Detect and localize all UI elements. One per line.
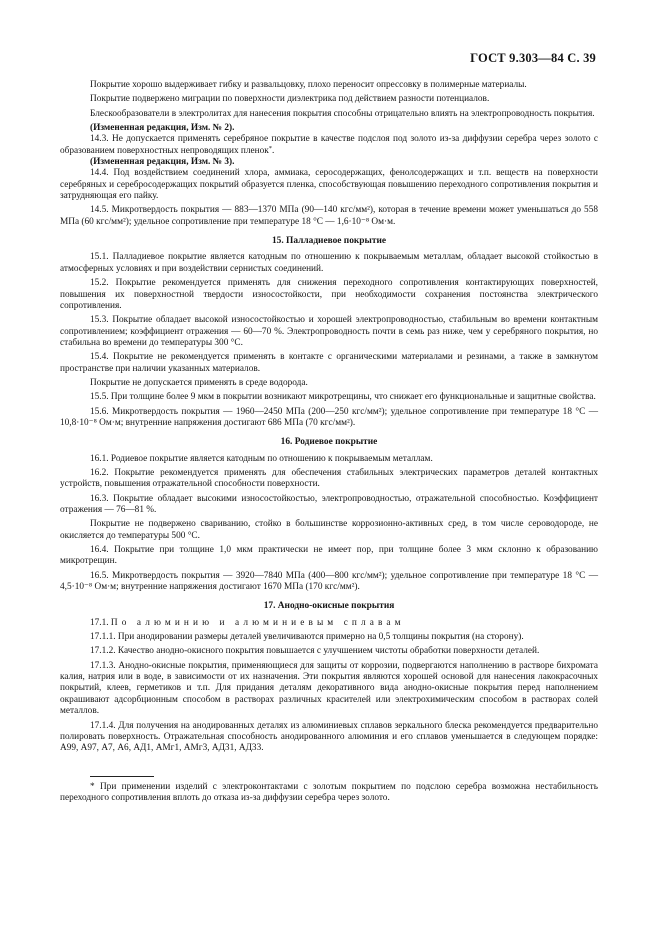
- footnote-divider: [90, 776, 154, 777]
- paragraph: 16.1. Родиевое покрытие является катодным по отношению к покрываемым металлам.: [90, 453, 433, 464]
- paragraph: 17.1.4. Для получения на анодированных деталях из алюминиевых сплавов зеркального блеска рекомендуется предварительно полировать поверхность. Отражательная способность анодированного алюминия и его сплавов уменьшается в следующем порядке: А99, А97, А7, А6, АД1, АМг1, АМг3, АД31, АД33.: [60, 720, 598, 754]
- paragraph: 15.2. Покрытие рекомендуется применять для снижения переходного сопротивления контактирующих поверхностей, повышения их поверхностной твердости износостойкости, при необходимости сохранения постоянства электрического сопротивления.: [60, 278, 598, 311]
- paragraph: Блескообразователи в электролитах для нанесения покрытия способны отрицательно влиять на электропроводность покрытия.: [90, 108, 595, 119]
- footnote-mark: *: [268, 144, 273, 152]
- section-heading: 17. Анодно-окисные покрытия: [263, 601, 395, 612]
- page-header: ГОСТ 9.303—84 С. 39: [470, 51, 596, 65]
- paragraph-text: 14.3. Не допускается применять серебряное покрытие в качестве подслоя под золото из-за диффузии серебра через золото с образованием поверхностных непроводящих пленок: [60, 134, 598, 156]
- page-content: [60, 80, 598, 804]
- paragraph: 16.4. Покрытие при толщине 1,0 мкм практически не имеет пор, при толщине более 3 мкм склонно к образованию микротрещин.: [60, 545, 598, 567]
- paragraph: 14.3. Не допускается применять серебряное покрытие в качестве подслоя под золото из-за диффузии серебра через золото с образованием поверхностных непроводящих пленок*.: [60, 134, 598, 156]
- section-heading: 16. Родиевое покрытие: [280, 437, 378, 448]
- subsection-heading: [60, 618, 598, 629]
- paragraph: 15.3. Покрытие обладает высокой износостойкостью и хорошей электропроводностью, стабильным во времени контактным сопротивлением; коэффициент отражения — 60—70 %. Электропроводность почти в семь раз ниже, чем у серебряного покрытия, но стабильна во времени до температуры 300 °С.: [60, 315, 598, 348]
- subsection-number: 17.1.: [90, 617, 109, 628]
- revision-note: (Измененная редакция, Изм. № 3).: [90, 157, 235, 168]
- paragraph: 17.1.3. Анодно-окисные покрытия, применяющиеся для защиты от коррозии, подвергаются наполнению в растворе бихромата калия, натрия или в воде, в зависимости от их назначения. Эти покрытия являются хорошей основой для нанесения лакокрасочных покрытий, клеев, герметиков и т.п. Для придания деталям декоративного вида анодно-окисные покрытия перед наполнением окрашивают адсорбционным способом в растворах различных красителей или электрохимическим способом в растворах солей металлов.: [60, 660, 598, 717]
- subsection-title: По алюминию и алюминиевым сплавам: [110, 617, 405, 628]
- paragraph: Покрытие не подвержено свариванию, стойко в большинстве коррозионно-активных сред, в том числе сероводороде, не окисляется до температуры 500 °С.: [60, 519, 598, 541]
- paragraph: 16.3. Покрытие обладает высокими износостойкостью, электропроводностью, отражательной способностью. Коэффициент отражения — 76—81 %.: [60, 493, 598, 515]
- paragraph: 15.4. Покрытие не рекомендуется применять в контакте с органическими материалами и резинами, а также в замкнутом пространстве при наличии указанных материалов.: [60, 352, 598, 374]
- paragraph: Покрытие подвержено миграции по поверхности диэлектрика под действием разности потенциалов.: [90, 94, 490, 105]
- paragraph: 15.6. Микротвердость покрытия — 1960—2450 МПа (200—250 кгс/мм²); удельное сопротивление при температуре 18 °С — 10,8·10⁻⁸ Ом·м; внутренние напряжения достигают 686 МПа (70 кгс/мм²).: [60, 406, 598, 428]
- paragraph: 16.2. Покрытие рекомендуется применять для обеспечения стабильных электрических параметров деталей контактных устройств, повышения отражательной способности поверхности.: [60, 467, 598, 490]
- paragraph: Покрытие хорошо выдерживает гибку и развальцовку, плохо переносит опрессовку в полимерные материалы.: [90, 80, 527, 90]
- paragraph: 15.1. Палладиевое покрытие является катодным по отношению к покрываемым металлам, обладает высокой стойкостью в атмосферных условиях и при воздействии сернистых соединений.: [60, 252, 598, 274]
- paragraph: 15.5. При толщине более 9 мкм в покрытии возникают микротрещины, что снижает его функциональные и защитные свойства.: [90, 392, 596, 403]
- paragraph: 14.5. Микротвердость покрытия — 883—1370 МПа (90—140 кгс/мм²), которая в течение времени может уменьшаться до 558 МПа (60 кгс/мм²); удельное сопротивление при температуре 18 °С — 1,6·10⁻⁸ Ом·м.: [60, 205, 598, 227]
- paragraph: 17.1.1. При анодировании размеры деталей увеличиваются примерно на 0,5 толщины покрытия (на сторону).: [90, 632, 524, 643]
- section-heading: 15. Палладиевое покрытие: [271, 236, 387, 247]
- paragraph: 16.5. Микротвердость покрытия — 3920—7840 МПа (400—800 кгс/мм²); удельное сопротивление при температуре 18 °С — 4,5·10⁻⁸ Ом·м; внутренние напряжения достигают 1670 МПа (170 кгс/мм²).: [60, 570, 598, 593]
- paragraph: Покрытие не допускается применять в среде водорода.: [90, 377, 308, 388]
- paragraph: 17.1.2. Качество анодно-окисного покрытия повышается с улучшением чистоты обработки поверхности деталей.: [90, 646, 540, 657]
- revision-note: (Измененная редакция, Изм. № 2).: [90, 123, 235, 134]
- paragraph: 14.4. Под воздействием соединений хлора, аммиака, серосодержащих, фенолсодержащих и т.п. веществ на поверхности серебряных и серебросодержащих покрытий образуется пленка, способствующая повышению переходного сопротивления покрытия и затрудняющая его пайку.: [60, 168, 598, 202]
- footnote: * При применении изделий с электроконтактами с золотым покрытием по подслою серебра возможна нестабильность переходного сопротивления вплоть до отказа из-за диффузии серебра через золото.: [60, 781, 598, 803]
